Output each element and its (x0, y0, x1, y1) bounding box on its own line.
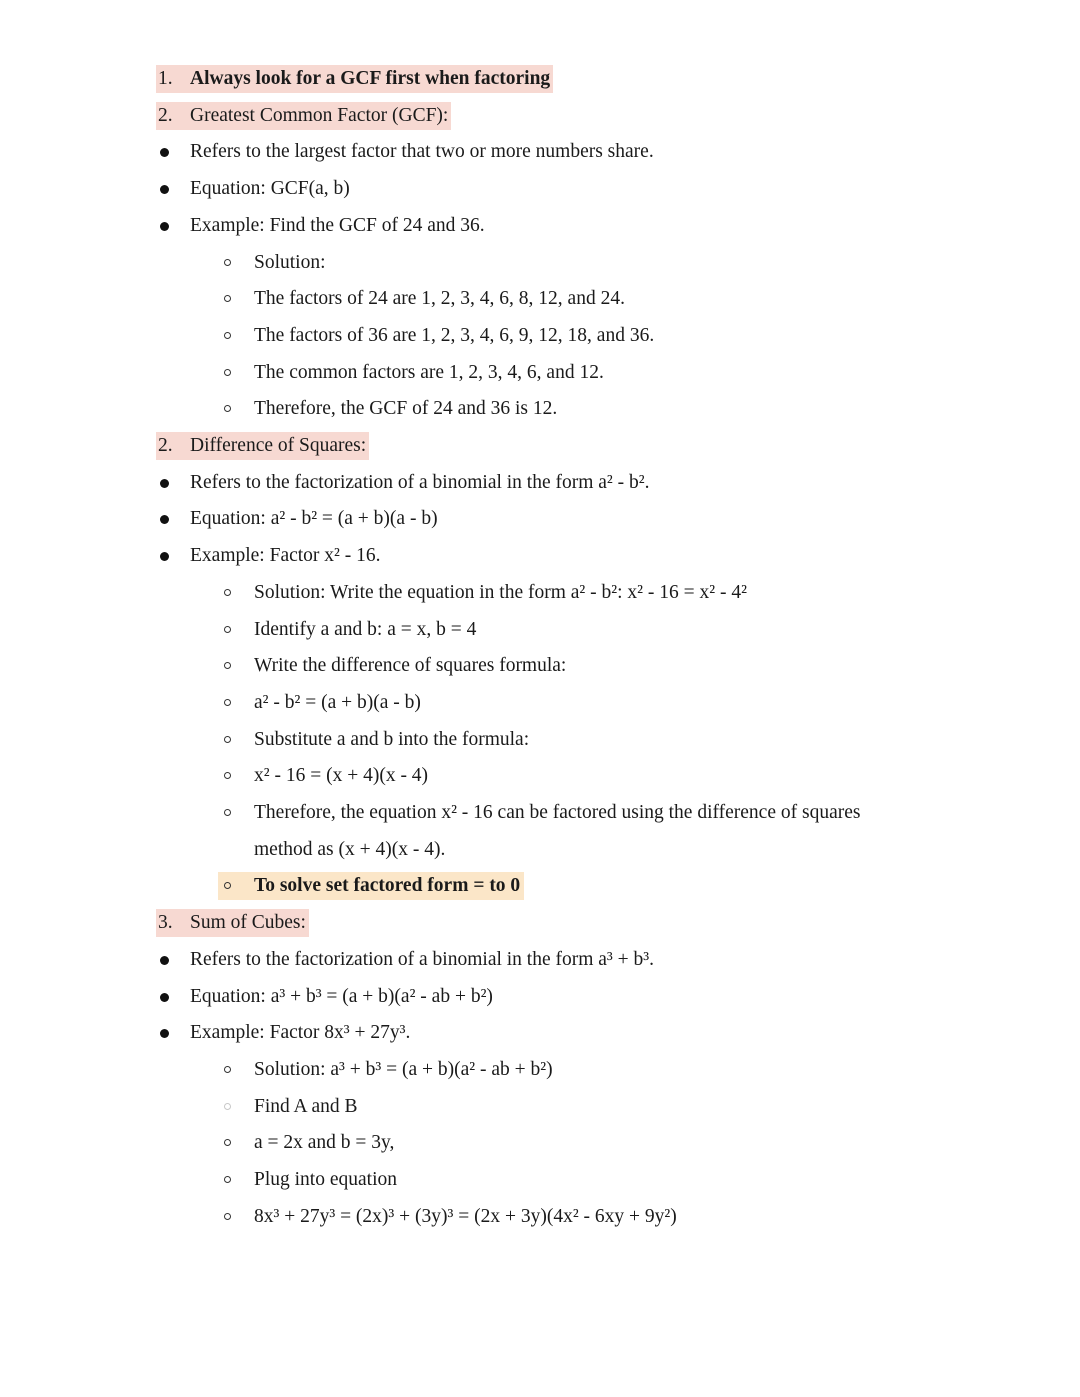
sub-item (0, 652, 1080, 680)
bullet-item (0, 138, 1080, 166)
bullet-text: Refers to the largest factor that two or more numbers share. (190, 141, 654, 162)
hollow-bullet-icon (224, 626, 231, 633)
bullet-icon (160, 185, 169, 194)
bullet-item (0, 175, 1080, 203)
heading-text: Sum of Cubes: (190, 912, 306, 933)
list-number: 2. (158, 435, 173, 456)
bullet-item (0, 505, 1080, 533)
hollow-bullet-icon (224, 332, 231, 339)
sub-item (0, 359, 1080, 387)
hollow-bullet-icon (224, 369, 231, 376)
bullet-icon (160, 222, 169, 231)
sub-item-text: To solve set factored form = to 0 (254, 875, 521, 896)
bullet-icon (160, 479, 169, 488)
hollow-bullet-icon (224, 259, 231, 266)
bullet-item (0, 542, 1080, 570)
sub-item (0, 1129, 1080, 1157)
sub-item-text: 8x³ + 27y³ = (2x)³ + (3y)³ = (2x + 3y)(4x² - 6xy + 9y²) (254, 1206, 677, 1227)
sub-item-text: The common factors are 1, 2, 3, 4, 6, and 12. (254, 362, 604, 383)
bullet-text: Example: Factor x² - 16. (190, 545, 381, 566)
sub-item (0, 1166, 1080, 1194)
sub-item (0, 1203, 1080, 1231)
numbered-heading (0, 909, 1080, 937)
bullet-icon (160, 515, 169, 524)
sub-item-text: Plug into equation (254, 1169, 397, 1190)
hollow-bullet-icon (224, 1213, 231, 1220)
bullet-icon (160, 1029, 169, 1038)
sub-item-text: Solution: Write the equation in the form a² - b²: x² - 16 = x² - 4² (254, 582, 747, 603)
bullet-item (0, 983, 1080, 1011)
sub-item (0, 249, 1080, 277)
sub-item (0, 762, 1080, 790)
hollow-bullet-icon (224, 772, 231, 779)
bullet-icon (160, 148, 169, 157)
hollow-bullet-icon (224, 295, 231, 302)
list-number: 3. (158, 912, 173, 933)
bullet-text: Equation: GCF(a, b) (190, 178, 350, 199)
sub-item-text: a² - b² = (a + b)(a - b) (254, 692, 421, 713)
bullet-item (0, 212, 1080, 240)
sub-item-text: Substitute a and b into the formula: (254, 729, 530, 750)
sub-item-text: Write the difference of squares formula: (254, 655, 567, 676)
numbered-heading (0, 102, 1080, 130)
sub-item-text: Solution: (254, 252, 326, 273)
sub-item-text: a = 2x and b = 3y, (254, 1132, 395, 1153)
sub-item-text: Solution: a³ + b³ = (a + b)(a² - ab + b²) (254, 1059, 553, 1080)
sub-item (0, 579, 1080, 607)
list-number: 1. (158, 68, 173, 89)
sub-item-text: method as (x + 4)(x - 4). (254, 839, 446, 860)
hollow-bullet-icon (224, 736, 231, 743)
sub-item (0, 322, 1080, 350)
hollow-bullet-icon (224, 1066, 231, 1073)
sub-item-text: Find A and B (254, 1096, 358, 1117)
sub-item (0, 836, 1080, 864)
hollow-bullet-icon (224, 589, 231, 596)
bullet-icon (160, 956, 169, 965)
bullet-text: Example: Find the GCF of 24 and 36. (190, 215, 485, 236)
sub-item (0, 395, 1080, 423)
hollow-bullet-icon (224, 1176, 231, 1183)
sub-item-text: The factors of 36 are 1, 2, 3, 4, 6, 9, 12, 18, and 36. (254, 325, 655, 346)
hollow-bullet-icon (224, 1103, 231, 1110)
heading-text: Difference of Squares: (190, 435, 367, 456)
sub-item-text: x² - 16 = (x + 4)(x - 4) (254, 765, 429, 786)
heading-text: Greatest Common Factor (GCF): (190, 105, 449, 126)
hollow-bullet-icon (224, 699, 231, 706)
bullet-text: Equation: a² - b² = (a + b)(a - b) (190, 508, 438, 529)
bullet-item (0, 469, 1080, 497)
bullet-icon (160, 552, 169, 561)
sub-item-text: Identify a and b: a = x, b = 4 (254, 619, 477, 640)
hollow-bullet-icon (224, 405, 231, 412)
hollow-bullet-icon (224, 662, 231, 669)
bullet-text: Refers to the factorization of a binomial in the form a² - b². (190, 472, 650, 493)
hollow-bullet-icon (224, 809, 231, 816)
bullet-text: Equation: a³ + b³ = (a + b)(a² - ab + b²) (190, 986, 493, 1007)
numbered-heading (0, 432, 1080, 460)
numbered-heading (0, 65, 1080, 93)
sub-item-text: The factors of 24 are 1, 2, 3, 4, 6, 8, 12, and 24. (254, 288, 625, 309)
list-number: 2. (158, 105, 173, 126)
bullet-item (0, 946, 1080, 974)
bullet-icon (160, 993, 169, 1002)
sub-item (0, 872, 1080, 900)
sub-item (0, 1093, 1080, 1121)
bullet-text: Refers to the factorization of a binomial in the form a³ + b³. (190, 949, 655, 970)
sub-item (0, 616, 1080, 644)
sub-item-text: Therefore, the equation x² - 16 can be factored using the difference of squares (254, 802, 861, 823)
sub-item (0, 285, 1080, 313)
heading-text: Always look for a GCF first when factoring (190, 68, 551, 89)
sub-item-text: Therefore, the GCF of 24 and 36 is 12. (254, 398, 558, 419)
sub-item (0, 726, 1080, 754)
sub-item (0, 799, 1080, 827)
hollow-bullet-icon (224, 1139, 231, 1146)
sub-item (0, 1056, 1080, 1084)
hollow-bullet-icon (224, 882, 231, 889)
bullet-text: Example: Factor 8x³ + 27y³. (190, 1022, 411, 1043)
bullet-item (0, 1019, 1080, 1047)
sub-item (0, 689, 1080, 717)
